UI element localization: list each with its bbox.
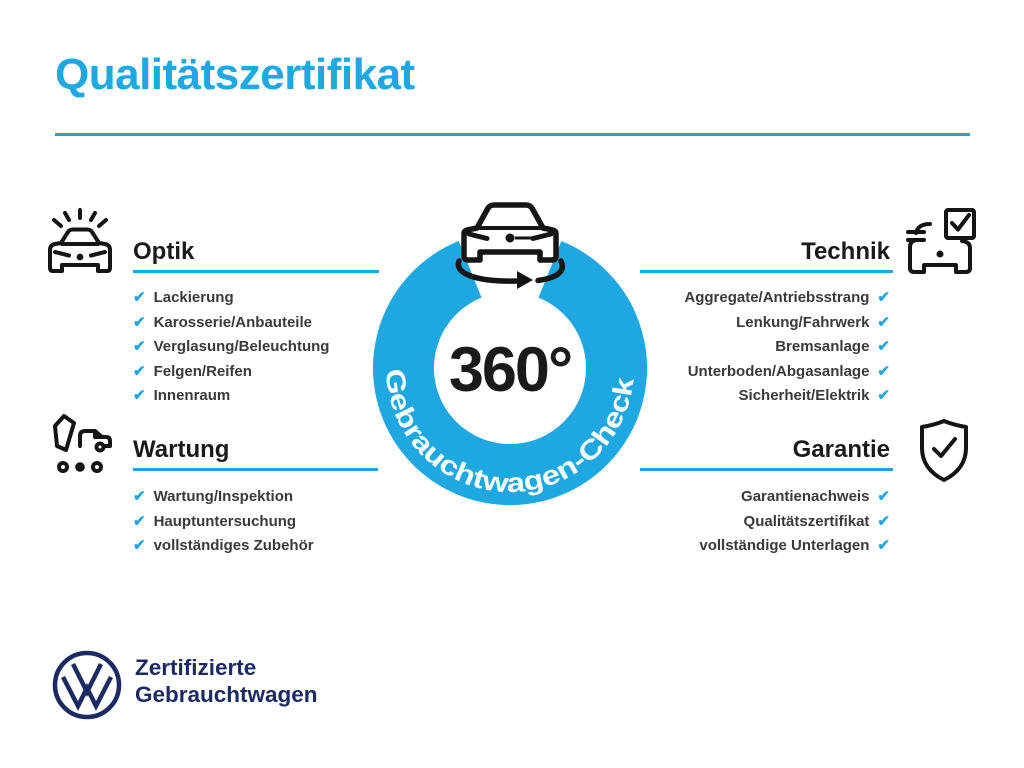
check-icon: ✔ bbox=[877, 387, 890, 405]
checklist-item-label: Unterboden/Abgasanlage bbox=[687, 362, 870, 380]
check-icon: ✔ bbox=[133, 313, 146, 331]
checklist-item-label: Bremsanlage bbox=[775, 338, 870, 356]
checklist-item-label: Felgen/Reifen bbox=[153, 362, 252, 380]
center-360-badge bbox=[370, 188, 650, 510]
checklist-item-label: vollständige Unterlagen bbox=[699, 537, 870, 555]
checklist-item bbox=[560, 534, 890, 559]
checklist-item-label: Lenkung/Fahrwerk bbox=[736, 313, 870, 331]
checklist-item bbox=[133, 485, 314, 510]
section-heading-technik: Technik bbox=[801, 238, 890, 265]
shield-check-icon bbox=[914, 416, 974, 488]
section-heading-garantie: Garantie bbox=[792, 436, 890, 463]
section-heading-wartung: Wartung bbox=[133, 436, 230, 463]
vw-logo bbox=[50, 648, 124, 722]
heading-underline bbox=[640, 468, 893, 471]
heading-underline bbox=[640, 270, 893, 273]
section-heading-optik: Optik bbox=[133, 238, 195, 265]
checklist-item bbox=[133, 510, 314, 535]
check-icon: ✔ bbox=[877, 488, 890, 505]
checklist-item-label: Verglasung/Beleuchtung bbox=[153, 338, 330, 356]
checklist-item-label: Sicherheit/Elektrik bbox=[738, 387, 870, 405]
heading-underline bbox=[133, 270, 379, 273]
ring-curved-label: Gebrauchtwagen-Check bbox=[379, 367, 640, 499]
checklist-item-label: Aggregate/Antriebsstrang bbox=[684, 289, 870, 306]
checklist-item-label: vollständiges Zubehör bbox=[153, 537, 314, 555]
service-pencil-car-icon bbox=[44, 406, 116, 480]
page-title: Qualitätszertifikat bbox=[55, 50, 415, 99]
shiny-car-front-icon bbox=[44, 206, 116, 280]
check-icon: ✔ bbox=[133, 362, 146, 380]
checklist-item bbox=[133, 286, 329, 311]
car-checkbox-icon bbox=[900, 206, 978, 282]
footer-brand-line2: Gebrauchtwagen bbox=[135, 682, 318, 707]
heading-underline bbox=[133, 468, 378, 471]
checklist-item bbox=[133, 384, 329, 409]
checklist-item-label: Qualitätszertifikat bbox=[743, 512, 870, 530]
checklist-item-label: Innenraum bbox=[153, 387, 231, 405]
checklist-wartung bbox=[133, 485, 314, 559]
title-divider bbox=[55, 133, 970, 136]
check-icon: ✔ bbox=[877, 512, 890, 530]
car-360-icon bbox=[458, 205, 562, 289]
check-icon: ✔ bbox=[877, 537, 890, 555]
check-icon: ✔ bbox=[133, 338, 146, 356]
checklist-item bbox=[133, 534, 314, 559]
check-icon: ✔ bbox=[877, 289, 890, 306]
checklist-item-label: Lackierung bbox=[153, 289, 234, 306]
checklist-item bbox=[133, 335, 329, 360]
check-icon: ✔ bbox=[133, 289, 146, 306]
check-icon: ✔ bbox=[877, 313, 890, 331]
check-icon: ✔ bbox=[133, 537, 146, 555]
checklist-optik bbox=[133, 286, 329, 409]
check-icon: ✔ bbox=[877, 362, 890, 380]
checklist-item-label: Karosserie/Anbauteile bbox=[153, 313, 312, 331]
checklist-item bbox=[133, 360, 329, 385]
check-icon: ✔ bbox=[877, 338, 890, 356]
checklist-item bbox=[133, 311, 329, 336]
checklist-item bbox=[560, 510, 890, 535]
check-icon: ✔ bbox=[133, 488, 146, 505]
footer-brand-line1: Zertifizierte bbox=[135, 655, 257, 680]
checklist-item-label: Garantienachweis bbox=[741, 488, 870, 505]
degree-label: 360° bbox=[448, 335, 572, 405]
checklist-item-label: Wartung/Inspektion bbox=[153, 488, 294, 505]
check-icon: ✔ bbox=[133, 512, 146, 530]
footer-brand-text bbox=[135, 654, 318, 708]
checklist-item-label: Hauptuntersuchung bbox=[153, 512, 297, 530]
check-icon: ✔ bbox=[133, 387, 146, 405]
